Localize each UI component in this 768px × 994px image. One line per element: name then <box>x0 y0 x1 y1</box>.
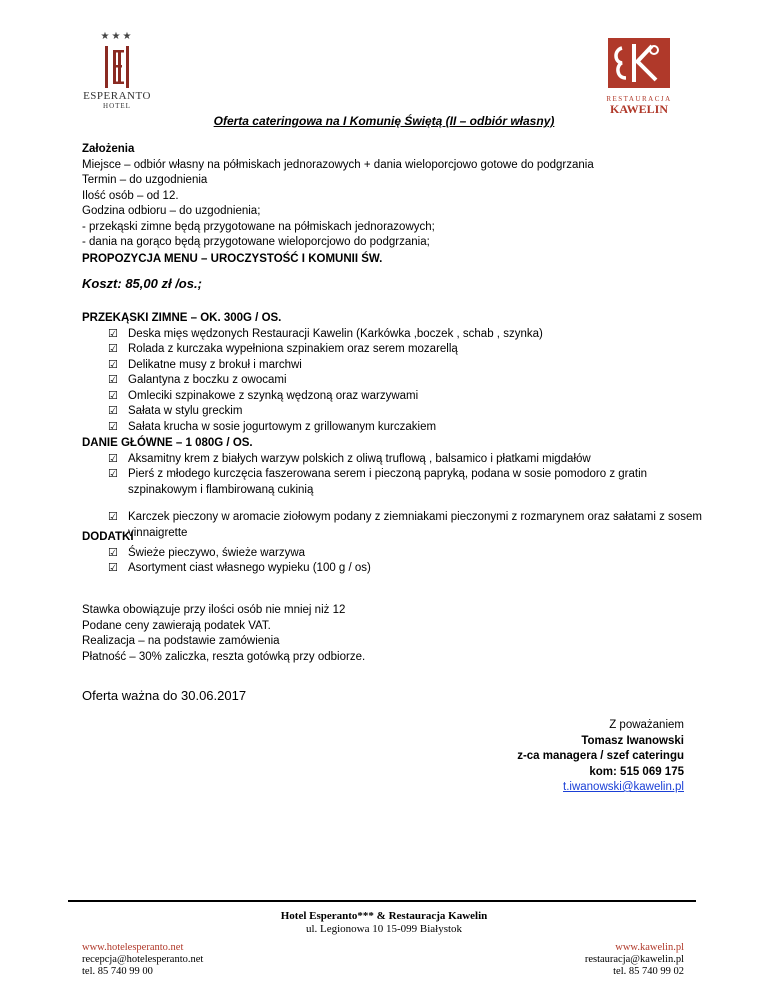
term-line: Płatność – 30% zaliczka, reszta gotówką przy odbiorze. <box>82 650 366 663</box>
main-dishes-heading: DANIE GŁÓWNE – 1 080G / OS. <box>82 437 253 449</box>
list-item: ☑ Karczek pieczony w aromacie ziołowym podany z ziemniakami pieczonymi z rozmarynem oraz sałatami z sosem vinnaigrette <box>108 511 702 539</box>
main-dishes-section <box>82 436 702 541</box>
document-title: Oferta cateringowa na I Komunię Świętą (II – odbiór własny) <box>213 114 555 128</box>
hotel-logo-sub: HOTEL <box>103 102 131 110</box>
assumption-line: Termin – do uzgodnienia <box>82 174 208 186</box>
footer-left-web-link[interactable]: www.hotelesperanto.net <box>82 942 184 953</box>
list-item: ☑ Pierś z młodego kurczęcia faszerowana serem i pieczoną papryką, podana w sosie pomodoro z gratin szpinakowym i flambirowaną cukinią <box>108 468 648 496</box>
checkbox-checked-icon: ☑ <box>108 546 118 559</box>
checkbox-checked-icon: ☑ <box>108 562 118 574</box>
restaurant-kawelin-logo <box>604 38 674 118</box>
list-item: ☑ Sałata krucha w sosie jogurtowym z grillowanym kurczakiem <box>82 420 702 436</box>
footer-address: ul. Legionowa 10 15-099 Białystok <box>305 923 463 935</box>
signature-greeting: Z poważaniem <box>609 719 684 731</box>
footer-divider <box>68 900 696 902</box>
assumption-line: - przekąski zimne będą przygotowane na półmiskach jednorazowych; <box>82 220 435 233</box>
list-item: ☑ Delikatne musy z brokuł i marchwi <box>82 358 702 374</box>
list-item: ☑ Omleciki szpinakowe z szynką wędzoną oraz warzywami <box>82 389 702 405</box>
list-item: ☑ Sałata w stylu greckim <box>82 404 702 420</box>
restaurant-monogram-icon <box>608 38 670 88</box>
signature-role: z-ca managera / szef cateringu <box>517 750 684 762</box>
checkbox-checked-icon: ☑ <box>108 374 118 386</box>
footer-right <box>585 942 684 978</box>
footer-right-web-link[interactable]: www.kawelin.pl <box>615 942 684 953</box>
checkbox-checked-icon: ☑ <box>108 343 118 355</box>
restaurant-logo-sub: RESTAURACJA <box>606 95 672 103</box>
list-item: ☑ Asortyment ciast własnego wypieku (100 g / os) <box>82 561 702 577</box>
hotel-logo-name: ESPERANTO <box>83 90 151 102</box>
menu-heading: PROPOZYCJA MENU – UROCZYSTOŚĆ I KOMUNII ŚW. <box>82 253 383 265</box>
assumption-line: Miejsce – odbiór własny na półmiskach jednorazowych + dania wieloporcjowo gotowe do podgrzania <box>82 158 594 171</box>
extras-section <box>82 530 702 577</box>
checkbox-checked-icon: ☑ <box>108 327 118 340</box>
list-item: ☑ Galantyna z boczku z owocami <box>82 373 702 389</box>
assumption-line: Ilość osób – od 12. <box>82 189 179 202</box>
checkbox-checked-icon: ☑ <box>108 358 118 371</box>
checkbox-checked-icon: ☑ <box>108 405 118 417</box>
footer-company-name: Hotel Esperanto*** & Restauracja Kawelin <box>280 910 488 922</box>
footer-company <box>0 910 768 936</box>
list-item: ☑ Deska mięs wędzonych Restauracji Kawelin (Karkówka ,boczek , schab , szynka) <box>82 327 702 343</box>
assumption-line: - dania na gorąco będą przygotowane wieloporcjowo do podgrzania; <box>82 236 430 248</box>
list-item: ☑ Aksamitny krem z białych warzyw polskich z oliwą truflową , balsamico i płatkami migdałów <box>82 452 702 468</box>
checkbox-checked-icon: ☑ <box>108 511 118 523</box>
hotel-monogram-icon <box>102 44 132 90</box>
signature-block <box>517 718 684 796</box>
footer-left-tel: tel. 85 740 99 00 <box>82 966 153 977</box>
assumption-line: Godzina odbioru – do uzgodnienia; <box>82 205 261 217</box>
checkbox-checked-icon: ☑ <box>108 452 118 465</box>
footer-left-email-link[interactable]: recepcja@hotelesperanto.net <box>82 954 204 965</box>
footer-left <box>82 942 203 978</box>
hotel-esperanto-logo <box>72 32 162 112</box>
checkbox-checked-icon: ☑ <box>108 389 118 402</box>
footer-right-tel: tel. 85 740 99 02 <box>613 966 684 977</box>
signature-name: Tomasz Iwanowski <box>581 734 684 747</box>
price-per-person: Koszt: 85,00 zł /os.; <box>82 276 202 291</box>
terms-section <box>82 603 702 665</box>
assumptions-section <box>82 142 702 251</box>
term-line: Realizacja – na podstawie zamówienia <box>82 635 280 647</box>
cold-appetizers-heading: PRZEKĄSKI ZIMNE – OK. 300G / OS. <box>82 312 282 324</box>
list-item: ☑ Świeże pieczywo, świeże warzywa <box>82 546 702 562</box>
footer-right-email-link[interactable]: restauracja@kawelin.pl <box>584 954 684 965</box>
checkbox-checked-icon: ☑ <box>108 468 118 480</box>
extras-heading: DODATKI <box>82 531 134 543</box>
checkbox-checked-icon: ☑ <box>108 420 118 433</box>
list-item: ☑ Rolada z kurczaka wypełniona szpinakiem oraz serem mozarellą <box>82 342 702 358</box>
signature-phone: kom: 515 069 175 <box>589 765 684 778</box>
cold-appetizers-section <box>82 311 702 435</box>
signature-email-link[interactable]: t.iwanowski@kawelin.pl <box>563 781 684 793</box>
assumptions-heading: Założenia <box>82 143 135 155</box>
hotel-stars: ★★★ <box>100 31 134 42</box>
term-line: Podane ceny zawierają podatek VAT. <box>82 619 271 632</box>
restaurant-logo-name: KAWELIN <box>609 102 668 116</box>
term-line: Stawka obowiązuje przy ilości osób nie mniej niż 12 <box>82 604 346 616</box>
offer-validity: Oferta ważna do 30.06.2017 <box>82 688 247 703</box>
